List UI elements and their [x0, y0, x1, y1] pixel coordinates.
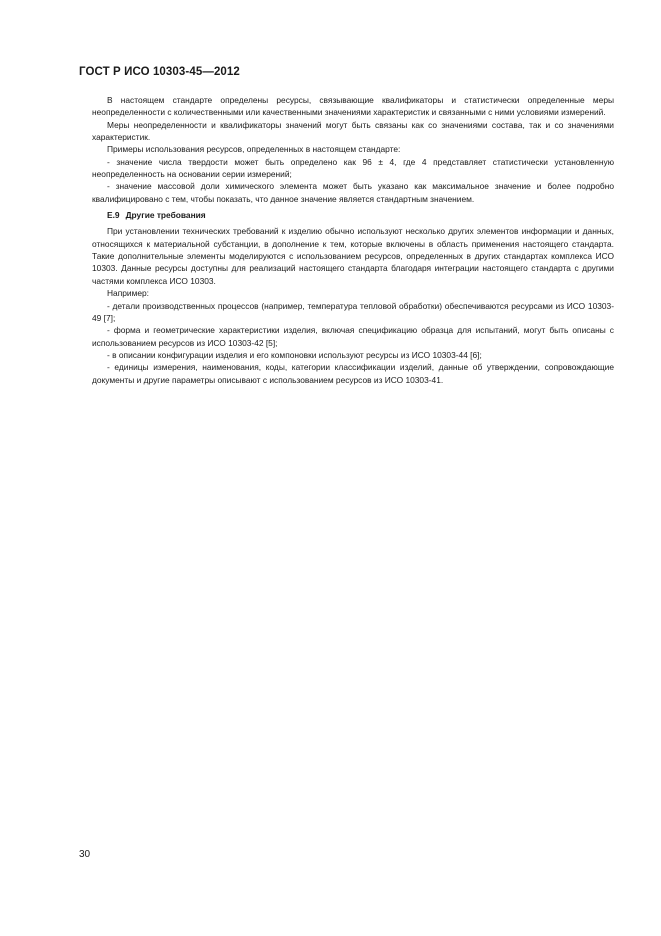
paragraph: Примеры использования ресурсов, определенных в настоящем стандарте:: [107, 144, 401, 155]
list-item: - в описании конфигурации изделия и его компоновки используют ресурсы из ИСО 10303-44 [6];: [107, 349, 482, 360]
list-item: - форма и геометрические характеристики изделия, включая спецификацию образца для испытаний, могут быть описаны с использованием ресурсов из ИСО 10303-42 [5];: [92, 325, 614, 348]
paragraph: Например:: [107, 288, 149, 299]
section-number: Е.9: [107, 210, 120, 221]
page-content: [92, 94, 614, 386]
paragraph: В настоящем стандарте определены ресурсы, связывающие квалификаторы и статистически определенные меры неопределенности с количественными или качественными значениями характеристик и связанными с ними условиями измерений.: [92, 95, 614, 118]
page-number: 30: [79, 849, 91, 860]
document-header: ГОСТ Р ИСО 10303-45—2012: [79, 66, 240, 78]
paragraph: При установлении технических требований к изделию обычно используют несколько других элементов информации и данных, относящихся к материальной субстанции, в дополнение к тем, которые включены в область применения настоящего стандарта. Такие дополнительные элементы моделируются с использованием ресурсов, определенных в других стандартах комплекса ИСО 10303. Данные ресурсы доступны для реализаций настоящего стандарта благодаря интеграции настоящего стандарта с другими частями комплекса ИСО 10303.: [92, 226, 614, 286]
list-item: - значение числа твердости может быть определено как 96 ± 4, где 4 представляет статистически установленную неопределенность на основании серии измерений;: [92, 156, 614, 180]
paragraph: Меры неопределенности и квалификаторы значений могут быть связаны как со значениями состава, так и со значениями характеристик.: [92, 119, 614, 143]
section-heading: [92, 209, 614, 221]
list-item: - значение массовой доли химического элемента может быть указано как максимальное значение и более подробно квалифицировано с тем, чтобы показать, что данное значение является стандартным значением.: [92, 181, 614, 204]
section-title: Другие требования: [125, 210, 206, 221]
list-item: - детали производственных процессов (например, температура тепловой обработки) обеспечиваются ресурсами из ИСО 10303-49 [7];: [92, 300, 614, 323]
list-item: - единицы измерения, наименования, коды, категории классификации изделий, данные об утверждении, сопровождающие документы и другие параметры описывают с использованием ресурсов из ИСО 10303-41.: [92, 362, 614, 385]
